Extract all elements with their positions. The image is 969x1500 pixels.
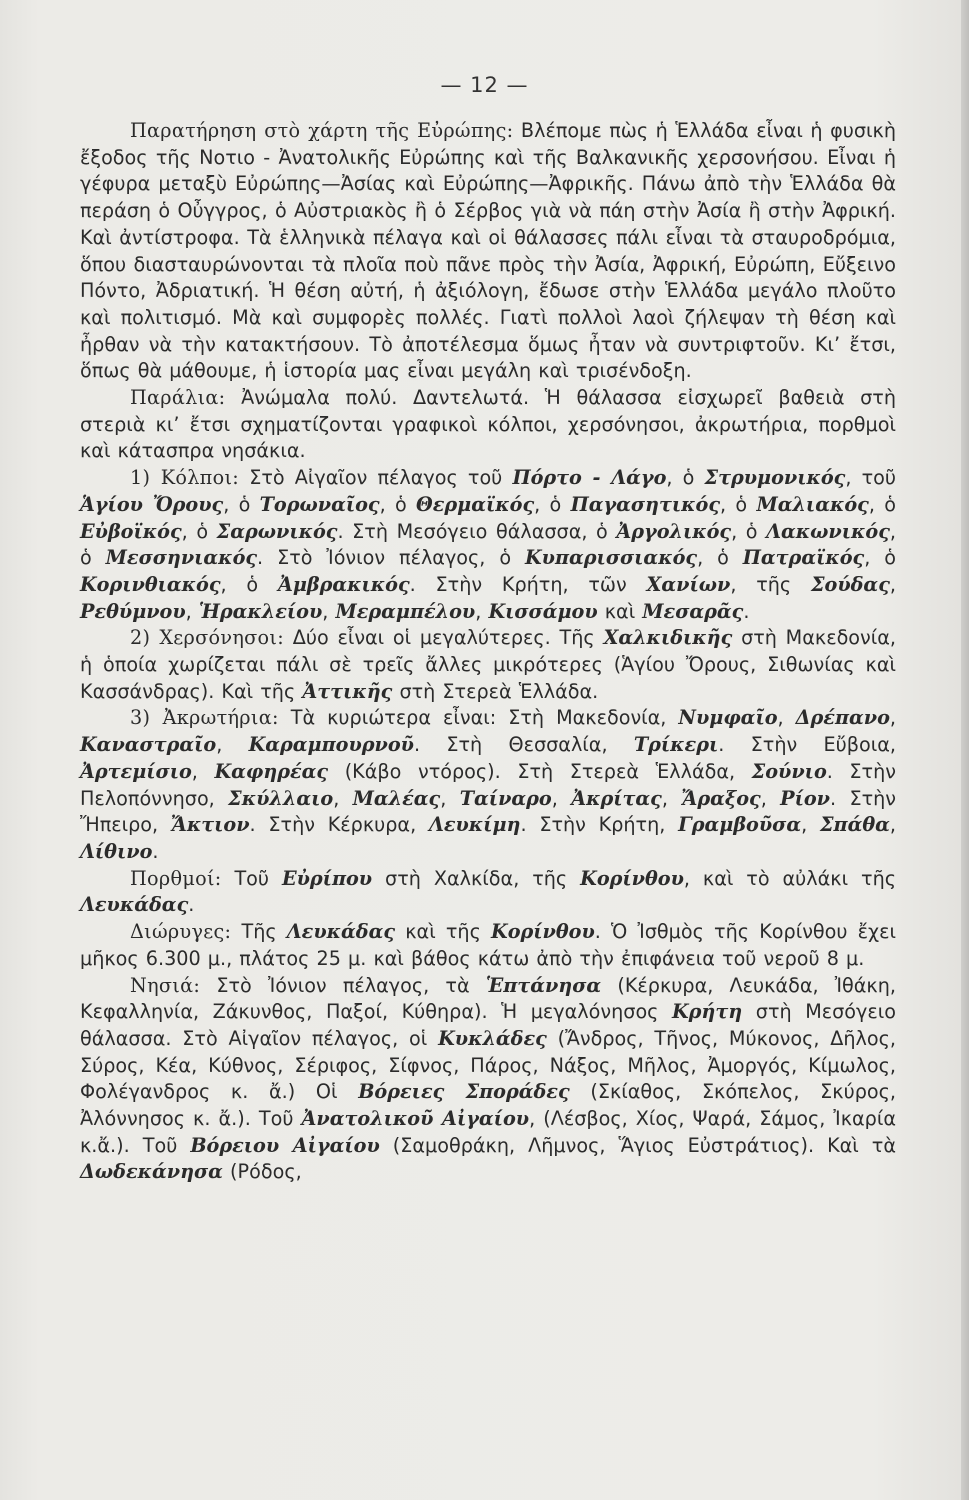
place-name: Σούνιο bbox=[751, 759, 827, 783]
section-heading: 3) Ἀκρωτήρια: bbox=[130, 706, 279, 730]
body-span: Τὰ κυριώτερα εἶναι: Στὴ Μακεδονία, bbox=[278, 706, 679, 730]
body-span: καὶ τῆς bbox=[395, 920, 492, 944]
body-span: στὴ Χαλκίδα, τῆς bbox=[372, 866, 581, 890]
place-name: Παγασητικός bbox=[570, 492, 721, 516]
place-name: Σούδας bbox=[810, 572, 890, 596]
place-name: Κισσάμου bbox=[488, 599, 598, 623]
place-name: Κορίνθου bbox=[580, 866, 684, 890]
place-name: Λευκίμη bbox=[428, 813, 521, 837]
body-span: , ὁ bbox=[868, 492, 896, 516]
body-span: Στὸ Ἰόνιον πέλαγος, τὰ bbox=[200, 973, 486, 997]
place-name: Εὐρίπου bbox=[281, 866, 373, 890]
body-span: καὶ bbox=[597, 599, 643, 623]
place-name: Ρεθύμνου bbox=[80, 599, 186, 623]
body-span: . Στὴν Πελοπόννησο, bbox=[80, 759, 896, 810]
body-span: Τῆς bbox=[231, 920, 287, 944]
body-span: , bbox=[661, 786, 682, 810]
body-span: , bbox=[889, 706, 896, 730]
paragraph-gulfs bbox=[80, 465, 896, 625]
place-name: Κρήτη bbox=[672, 1000, 743, 1024]
place-name: Δρέπανο bbox=[795, 706, 890, 730]
body-span: , bbox=[760, 786, 781, 810]
place-name: Λακωνικός bbox=[766, 519, 890, 543]
body-span: , ὁ bbox=[720, 492, 757, 516]
body-span: , bbox=[185, 599, 199, 623]
place-name: Τορωναῖος bbox=[259, 492, 380, 516]
place-name: Εὐβοϊκός bbox=[80, 519, 182, 543]
place-name: Ἀττικῆς bbox=[302, 679, 393, 703]
body-span: . Στὴν Ἤπειρο, bbox=[80, 786, 897, 837]
place-name: Ἀνατολικοῦ Αἰγαίου bbox=[301, 1107, 530, 1131]
body-span: , bbox=[551, 786, 572, 810]
body-span: , (Λέσβος, Χίος, Ψαρά, Σάμος, Ἰκαρία κ.ἄ.). Τοῦ bbox=[80, 1107, 896, 1157]
body-span: στὴ Στερεὰ Ἑλλάδα. bbox=[392, 679, 599, 703]
body-span: , bbox=[333, 786, 353, 810]
place-name: Λίθινο bbox=[80, 839, 153, 863]
place-name: Ἁγίου Ὄρους bbox=[80, 492, 224, 516]
paragraph-peninsulas bbox=[80, 625, 896, 705]
place-name: Βόρειου Αἰγαίου bbox=[190, 1133, 380, 1157]
place-name: Χανίων bbox=[646, 572, 731, 596]
place-name: Ἀκρίτας bbox=[571, 786, 662, 810]
place-name: Μαλέας bbox=[352, 786, 441, 810]
place-name: Στρυμονικός bbox=[704, 466, 846, 490]
place-name: Κυπαρισσιακός bbox=[525, 546, 698, 570]
body-span: , ὁ bbox=[220, 572, 278, 596]
section-heading: Παράλια: bbox=[130, 386, 226, 410]
place-name: Ἑπτάνησα bbox=[485, 973, 602, 997]
body-span: Στὸ Αἰγαῖον πέλαγος τοῦ bbox=[239, 466, 513, 490]
place-name: Δωδεκάνησα bbox=[80, 1160, 223, 1184]
place-name: Μεσαρᾶς bbox=[642, 599, 744, 623]
place-name: Βόρειες Σποράδες bbox=[358, 1080, 570, 1104]
page-edge-shadow bbox=[961, 0, 969, 1500]
paragraph-capes bbox=[80, 705, 896, 865]
body-span: στὴ Μακεδονία, ἡ ὁποία χωρίζεται πάλι σὲ τρεῖς ἄλλες μικρότερες (Ἁγίου Ὄρους, Σιθωνίας καὶ Κασσάνδρας). Καὶ τῆς bbox=[80, 626, 897, 703]
body-span: . Στὴν Κρήτη, bbox=[520, 813, 679, 837]
body-span: , bbox=[440, 786, 460, 810]
place-name: Καφηρέας bbox=[214, 759, 329, 783]
body-span: . Στὴν Κέρκυρα, bbox=[249, 813, 429, 837]
page-number: — 12 — bbox=[440, 73, 529, 97]
place-name: Ἀρτεμίσιο bbox=[80, 759, 192, 783]
body-span: . bbox=[743, 599, 750, 623]
place-name: Ταίναρο bbox=[459, 786, 552, 810]
body-span: (Κάβο ντόρος). Στὴ Στερεὰ Ἑλλάδα, bbox=[328, 759, 752, 783]
place-name: Ἀμβρακικός bbox=[277, 572, 410, 596]
body-span: , bbox=[191, 759, 215, 783]
body-span: , καὶ τὸ αὐλάκι τῆς bbox=[683, 866, 896, 890]
place-name: Καναστραῖο bbox=[80, 733, 217, 757]
place-name: Λευκάδας bbox=[80, 893, 189, 917]
body-span: , ὁ bbox=[223, 492, 260, 516]
body-span: , ὁ bbox=[731, 519, 767, 543]
place-name: Λευκάδας bbox=[286, 920, 396, 944]
section-heading: Πορθμοί: bbox=[130, 866, 222, 890]
body-span: . Στὴ Μεσόγειο θάλασσα, ὁ bbox=[337, 519, 617, 543]
place-name: Ἡρακλείου bbox=[198, 599, 323, 623]
section-heading: Παρατήρηση στὸ χάρτη τῆς Εὐρώπης: bbox=[130, 119, 514, 142]
body-span: (Ρόδος, bbox=[222, 1160, 302, 1184]
place-name: Κορινθιακός bbox=[80, 572, 221, 596]
section-heading: Διώρυγες: bbox=[130, 920, 232, 944]
body-span: , ὁ bbox=[534, 492, 571, 516]
body-span: Ἀνώμαλα πολύ. Δαντελωτά. Ἡ θάλασσα εἰσχωρεῖ βαθειὰ στὴ στεριὰ κι’ ἔτσι σχηματίζονται γραφικοὶ κόλποι, χερσόνησοι, ἀκρωτήρια, πορθμοὶ καὶ κάτασπρα νησάκια. bbox=[80, 386, 896, 463]
place-name: Μεραμπέλου bbox=[335, 599, 476, 623]
body-span: (Ἄνδρος, Τῆνος, Μύκονος, Δῆλος, Σύρος, Κέα, Κύθνος, Σέριφος, Σίφνος, Πάρος, Νάξος, Μῆλος, Ἀμοργός, Κίμωλος, Φολέγανδρος κ. ἄ.) Οἱ bbox=[80, 1026, 897, 1104]
body-span: , τῆς bbox=[730, 572, 811, 596]
body-span: . bbox=[152, 839, 159, 863]
body-span: , bbox=[889, 572, 896, 596]
body-span: , bbox=[889, 813, 897, 837]
place-name: Μαλιακός bbox=[756, 492, 869, 516]
body-span: . Στὴν Εὔβοια, bbox=[718, 733, 896, 757]
section-heading: 1) Κόλποι: bbox=[130, 466, 240, 490]
body-span: , bbox=[216, 733, 249, 757]
place-name: Χαλκιδικῆς bbox=[603, 626, 733, 650]
body-span: Τοῦ bbox=[221, 866, 282, 890]
section-heading: 2) Χερσόνησοι: bbox=[130, 626, 284, 650]
body-span: . bbox=[188, 893, 195, 917]
place-name: Τρίκερι bbox=[633, 733, 719, 757]
paragraph-canals bbox=[80, 919, 896, 972]
paragraph-observation bbox=[80, 118, 896, 385]
place-name: Μεσσηνιακός bbox=[105, 546, 258, 570]
body-span: στὴ Μεσόγειο θάλασσα. Στὸ Αἰγαῖον πέλαγος, οἱ bbox=[80, 1000, 897, 1050]
paragraph-straits bbox=[80, 866, 896, 919]
place-name: Πόρτο - Λάγο bbox=[512, 466, 667, 490]
body-span: , ὁ bbox=[80, 519, 896, 570]
body-span: , τοῦ bbox=[845, 466, 896, 490]
body-span: , ὁ bbox=[181, 519, 217, 543]
body-span: , ὁ bbox=[697, 546, 743, 570]
body-span: Δύο εἶναι οἱ μεγαλύτερες. Τῆς bbox=[283, 626, 604, 650]
body-span: (Κέρκυρα, Λευκάδα, Ἰθάκη, Κεφαλληνία, Ζάκυνθος, Παξοί, Κύθηρα). Ἡ μεγαλόνησος bbox=[80, 973, 897, 1024]
body-span: . Στὴν Κρήτη, τῶν bbox=[409, 572, 647, 596]
place-name: Σπάθα bbox=[819, 813, 890, 837]
place-name: Ἄραξος bbox=[681, 786, 761, 810]
place-name: Κυκλάδες bbox=[438, 1026, 547, 1050]
place-name: Θερμαϊκός bbox=[416, 492, 535, 516]
place-name: Νυμφαῖο bbox=[678, 706, 778, 730]
place-name: Καραμπουρνοῦ bbox=[248, 733, 414, 757]
place-name: Σκύλλαιο bbox=[228, 786, 334, 810]
body-span: (Σκίαθος, Σκόπελος, Σκύρος, Ἀλόννησος κ. ἄ.). Τοῦ bbox=[80, 1080, 896, 1131]
body-span: , bbox=[475, 599, 489, 623]
body-span: , ὁ bbox=[864, 546, 896, 570]
body-span: . Ὁ Ἰσθμὸς τῆς Κορίνθου ἔχει μῆκος 6.300 μ., πλάτος 25 μ. καὶ βάθος κάτω ἀπὸ τὴν ἐπιφάνεια τοῦ νεροῦ 8 μ. bbox=[80, 920, 896, 970]
body-span: , bbox=[322, 599, 336, 623]
paragraph-islands bbox=[80, 973, 896, 1187]
place-name: Γραμβοῦσα bbox=[678, 813, 802, 837]
paragraph-coast bbox=[80, 385, 896, 465]
body-span: , ὁ bbox=[666, 466, 705, 490]
body-span: (Σαμοθράκη, Λῆμνος, Ἅγιος Εὐστράτιος). Καὶ τὰ bbox=[379, 1133, 897, 1157]
body-span: , bbox=[801, 813, 820, 837]
place-name: Ἀργολικός bbox=[616, 519, 732, 543]
body-span: . Στὸ Ἰόνιον πέλαγος, ὁ bbox=[257, 546, 525, 570]
place-name: Ρίον bbox=[780, 786, 830, 810]
body-span: , bbox=[777, 706, 796, 730]
body-span: . Στὴ Θεσσαλία, bbox=[413, 733, 634, 757]
body-span: Βλέπομε πὼς ἡ Ἑλλάδα εἶναι ἡ φυσικὴ ἔξοδος τῆς Νοτιο - Ἀνατολικῆς Εὐρώπης καὶ τῆς Βαλκανικῆς χερσονήσου. Εἶναι ἡ γέφυρα μεταξὺ Εὐρώπης—Ἀσίας καὶ Εὐρώπης—Ἀφρικῆς. Πάνω ἀπὸ τὴν Ἑλλάδα θὰ περάση ὁ Οὖγγρος, ὁ Αὐστριακὸς ἢ ὁ Σέρβος γιὰ νὰ πάη στὴν Ἀσία ἢ στὴν Ἀφρική. Καὶ ἀντίστροφα. Τὰ ἑλληνικὰ πέλαγα καὶ οἱ θάλασσες πάλι εἶναι τὰ σταυροδρόμια, ὅπου διασταυρώνονται τὰ πλοῖα ποὺ πᾶνε πρὸς τὴν Ἀσία, Ἀφρική, Εὐρώπη, Εὔξεινο Πόντο, Ἀδριατική. Ἡ θέση αὐτή, ἡ ἀξιόλογη, ἔδωσε στὴν Ἑλλάδα μεγάλο πλοῦτο καὶ πολιτισμό. Μὰ καὶ συμφορὲς πολλές. Γιατὶ πολλοὶ λαοὶ ζήλεψαν τὴ θέση καὶ ἦρθαν νὰ τὴν κατακτήσουν. Τὸ ἀποτέλεσμα ὅμως ἦταν νὰ συντριφτοῦν. Κι’ ἔτσι, ὅπως θὰ μάθουμε, ἡ ἱστορία μας εἶναι μεγάλη καὶ τρισένδοξη. bbox=[80, 119, 896, 383]
body-text bbox=[80, 118, 896, 1186]
place-name: Κορίνθου bbox=[491, 920, 595, 944]
place-name: Ἄκτιον bbox=[170, 813, 250, 837]
body-span: , ὁ bbox=[379, 492, 417, 516]
section-heading: Νησιά: bbox=[130, 973, 201, 997]
place-name: Πατραϊκός bbox=[742, 546, 865, 570]
place-name: Σαρωνικός bbox=[216, 519, 338, 543]
